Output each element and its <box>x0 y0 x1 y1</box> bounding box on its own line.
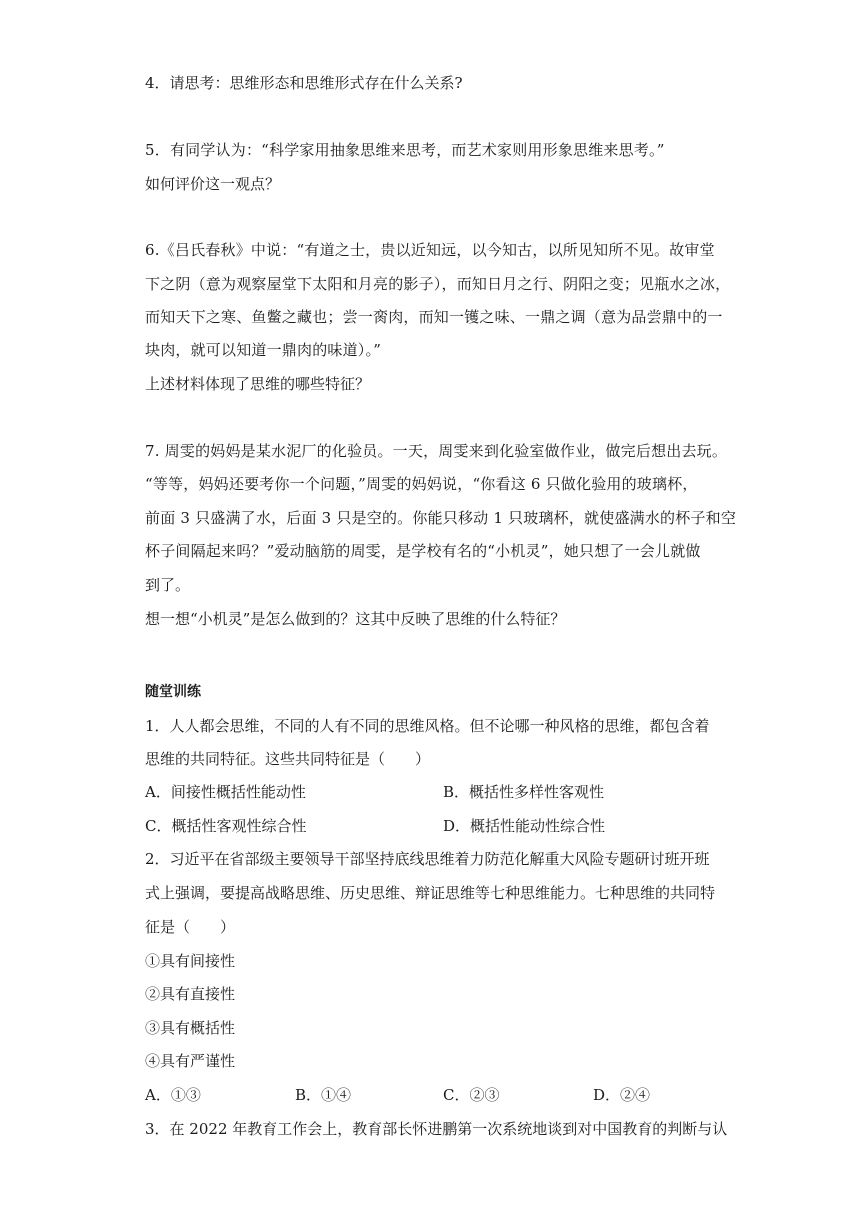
question-6-line: 下之阴（意为观察屋堂下太阳和月亮的影子），而知日月之行、阴阳之变；见瓶水之冰， <box>145 275 731 293</box>
statement-item: ④具有严谨性 <box>145 1052 236 1070</box>
option-b: B．概括性多样性客观性 <box>443 783 605 801</box>
section-heading: 随堂训练 <box>145 684 201 700</box>
question-5-prompt: 如何评价这一观点？ <box>145 175 281 193</box>
question-4: 4．请思考：思维形态和思维形式存在什么关系? <box>145 74 463 92</box>
question-7-line: 7. 周雯的妈妈是某水泥厂的化验员。一天，周雯来到化验室做作业，做完后想出去玩。 <box>145 442 728 460</box>
question-7-prompt: 想一想“小机灵”是怎么做到的？这其中反映了思维的什么特征？ <box>145 610 566 628</box>
option-a: A．间接性概括性能动性 <box>145 783 306 801</box>
option-d: D．②④ <box>593 1086 651 1104</box>
option-c: C．②③ <box>443 1086 500 1104</box>
question-6-line: 块肉，就可以知道一鼎肉的味道）。” <box>145 341 382 359</box>
statement-item: ③具有概括性 <box>145 1019 236 1037</box>
question-7-line: “等等，妈妈还要考你一个问题，”周雯的妈妈说，“你看这 6 只做化验用的玻璃杯， <box>145 475 698 493</box>
option-b: B．①④ <box>295 1086 352 1104</box>
practice-2-line: 2．习近平在省部级主要领导干部坚持底线思维着力防范化解重大风险专题研讨班开班 <box>145 850 710 868</box>
question-7-line: 杯子间隔起来吗？”爱动脑筋的周雯，是学校有名的“小机灵”，她只想了一会儿就做 <box>145 542 701 560</box>
option-a: A．①③ <box>145 1086 201 1104</box>
statement-item: ②具有直接性 <box>145 985 236 1003</box>
practice-2-line: 征是（ ） <box>145 918 236 936</box>
practice-3-line: 3．在 2022 年教育工作会上，教育部长怀进鹏第一次系统地谈到对中国教育的判断与认 <box>145 1120 728 1138</box>
option-d: D．概括性能动性综合性 <box>443 817 606 835</box>
question-6-prompt: 上述材料体现了思维的哪些特征？ <box>145 375 371 393</box>
question-7-line: 到了。 <box>145 576 191 594</box>
question-6-line: 6.《吕氏春秋》中说：“有道之士，贵以近知远，以今知古，以所见知所不见。故审堂 <box>145 241 715 259</box>
question-6-line: 而知天下之寒、鱼鳖之藏也；尝一脔肉，而知一镬之味、一鼎之调（意为品尝鼎中的一 <box>145 308 723 326</box>
option-c: C．概括性客观性综合性 <box>145 817 307 835</box>
question-5-line: 5．有同学认为：“科学家用抽象思维来思考，而艺术家则用形象思维来思考。” <box>145 141 665 159</box>
practice-1-line: 思维的共同特征。这些共同特征是（ ） <box>145 750 431 768</box>
practice-1-line: 1．人人都会思维，不同的人有不同的思维风格。但不论哪一种风格的思维，都包含着 <box>145 717 710 735</box>
practice-2-line: 式上强调，要提高战略思维、历史思维、辩证思维等七种思维能力。七种思维的共同特 <box>145 884 716 902</box>
question-7-line: 前面 3 只盛满了水，后面 3 只是空的。你能只移动 1 只玻璃杯，就使盛满水的杯子和空 <box>145 509 737 527</box>
statement-item: ①具有间接性 <box>145 952 236 970</box>
